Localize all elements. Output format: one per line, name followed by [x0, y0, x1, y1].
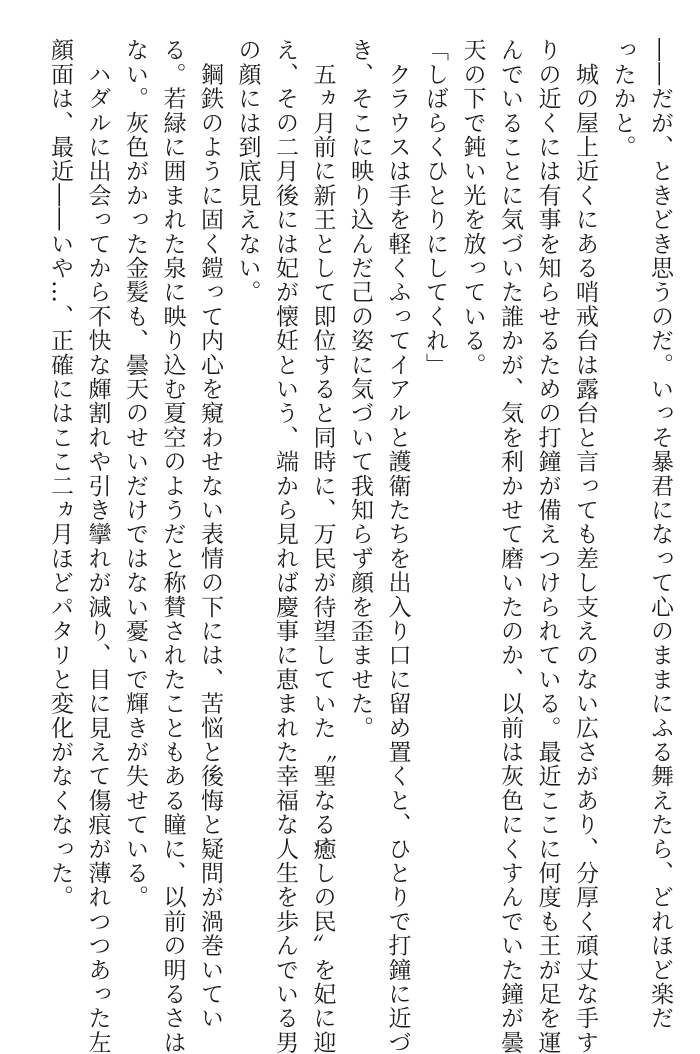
- text-line: りの近くには有事を知らせるための打鐘が備えつけられている。最近ここに何度も王が足を運: [534, 38, 561, 1054]
- text-line: 顔面は、最近――いや…、正確にはここ二ヵ月ほどパタリと変化がなくなった。: [47, 38, 73, 910]
- text-line: ハダルに出会ってから不快な皹割れや引き攣れが減り、目に見えて傷痕が薄れつつあった左: [84, 38, 111, 1054]
- text-line: 五ヵ月前に新王として即位すると同時に、万民が待望していた〝聖なる癒しの民〟を妃に迎: [309, 38, 336, 1054]
- text-line: 「しばらくひとりにしてくれ」: [422, 38, 448, 377]
- text-line: ったかと。: [609, 38, 636, 159]
- vertical-text-body: [18, 38, 678, 1054]
- text-line: る。若緑に囲まれた泉に映り込む夏空のようだと称賛されたこともある瞳に、以前の明るさは: [159, 38, 186, 1054]
- text-line: クラウスは手を軽くふってイアルと護衛たちを出入り口に留め置くと、ひとりで打鐘に近づ: [384, 38, 411, 1054]
- text-line: ――だが、ときどき思うのだ。いっそ暴君になって心のままにふる舞えたら、どれほど楽だ: [647, 38, 673, 1031]
- text-line: え、その二月後には妃が懐妊という、端から見れば慶事に恵まれた幸福な人生を歩んでいる男: [272, 38, 298, 1054]
- text-line: ない。灰色がかった金髪も、曇天のせいだけではない憂いで輝きが失せている。: [122, 38, 148, 910]
- text-line: 天の下で鈍い光を放っている。: [459, 38, 486, 377]
- text-line: んでいることに気づいた誰かが、気を利かせて磨いたのか、以前は灰色にくすんでいた鐘が曇: [497, 38, 523, 1054]
- text-line: の顔には到底見えない。: [234, 38, 261, 305]
- text-line: 鋼鉄のように固く鎧って内心を窺わせない表情の下には、苦悩と後悔と疑問が渦巻いてい: [197, 38, 223, 1031]
- text-line: 城の屋上近くにある哨戒台は露台と言っても差し支えのない広さがあり、分厚く頑丈な手す: [572, 38, 598, 1054]
- text-line: き、そこに映り込んだ己の姿に気づいて我知らず顔を歪ませた。: [347, 38, 373, 740]
